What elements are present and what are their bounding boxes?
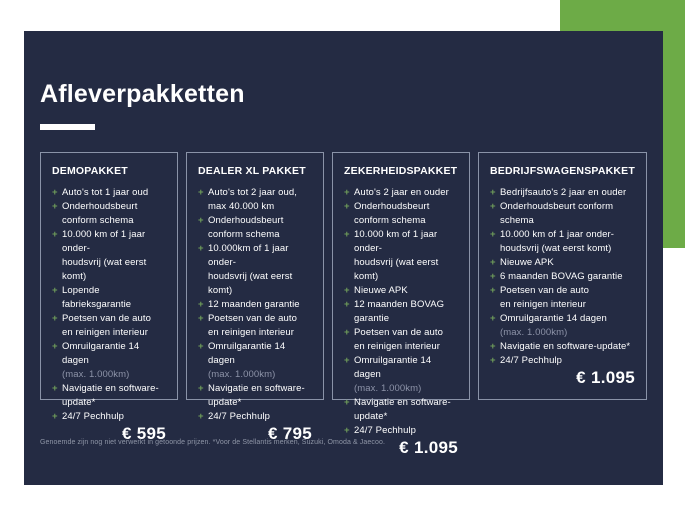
feature-line: [344, 256, 458, 284]
feature-line: [344, 186, 458, 200]
feature-text: Bedrijfsauto's 2 jaar en ouder: [500, 187, 627, 198]
feature-line: [198, 214, 312, 228]
feature-text: Navigatie en software-update*: [62, 383, 159, 408]
feature-line: [490, 214, 635, 228]
plus-icon: +: [198, 215, 204, 226]
feature-text: Onderhoudsbeurt: [354, 201, 430, 212]
feature-text: houdsvrij (wat eerst komt): [354, 257, 439, 282]
plus-icon: +: [344, 425, 350, 436]
feature-line: [198, 298, 312, 312]
package-card: [186, 152, 324, 443]
feature-line: [490, 256, 635, 270]
feature-line: [344, 298, 458, 326]
feature-text: conform schema: [354, 215, 426, 226]
package-features: [198, 186, 312, 424]
feature-line: [198, 410, 312, 424]
feature-line: [490, 228, 635, 242]
feature-line: [198, 340, 312, 368]
feature-text: 24/7 Pechhulp: [62, 411, 125, 422]
feature-text: Lopende fabrieksgarantie: [62, 285, 132, 310]
feature-line: [52, 186, 166, 200]
feature-line: [344, 284, 458, 298]
plus-icon: +: [52, 201, 58, 212]
package-features: [490, 186, 635, 368]
plus-icon: +: [198, 383, 204, 394]
plus-icon: +: [490, 355, 496, 366]
plus-icon: +: [490, 229, 496, 240]
plus-icon: +: [344, 327, 350, 338]
package-title: ZEKERHEIDSPAKKET: [344, 165, 458, 177]
feature-text: Omruilgarantie 14 dagen: [500, 313, 607, 324]
feature-text: houdsvrij (wat eerst komt): [208, 271, 293, 296]
plus-icon: +: [490, 201, 496, 212]
title-underline: [40, 124, 95, 130]
feature-line: [198, 242, 312, 270]
package-price: € 1.095: [399, 438, 458, 457]
feature-line: [490, 340, 635, 354]
feature-text: conform schema: [62, 215, 134, 226]
feature-text: Nieuwe APK: [354, 285, 408, 296]
package-features: [344, 186, 458, 438]
package-price: € 1.095: [576, 368, 635, 387]
plus-icon: +: [52, 285, 58, 296]
feature-text: en reinigen interieur: [500, 299, 587, 310]
plus-icon: +: [52, 313, 58, 324]
plus-icon: +: [490, 341, 496, 352]
feature-text: 24/7 Pechhulp: [354, 425, 417, 436]
feature-line: [52, 200, 166, 214]
plus-icon: +: [344, 285, 350, 296]
feature-line: [198, 382, 312, 410]
plus-icon: +: [198, 299, 204, 310]
feature-line: [344, 354, 458, 382]
feature-text: 24/7 Pechhulp: [500, 355, 563, 366]
feature-line: [52, 214, 166, 228]
plus-icon: +: [198, 243, 204, 254]
plus-icon: +: [490, 257, 496, 268]
feature-line: [344, 214, 458, 228]
plus-icon: +: [198, 187, 204, 198]
feature-text: Onderhoudsbeurt conform: [500, 201, 614, 212]
package-card: [478, 152, 647, 400]
package-price: € 595: [121, 424, 166, 443]
plus-icon: +: [52, 411, 58, 422]
feature-line: [52, 284, 166, 312]
package-title: DEMOPAKKET: [52, 165, 128, 177]
feature-text: Omruilgarantie 14 dagen: [62, 341, 140, 366]
feature-line: [198, 270, 312, 298]
feature-line: [344, 424, 458, 438]
feature-text: Auto's tot 2 jaar oud,: [208, 187, 298, 198]
plus-icon: +: [344, 229, 350, 240]
feature-line: [52, 312, 166, 326]
feature-text: 6 maanden BOVAG garantie: [500, 271, 623, 282]
feature-text: Onderhoudsbeurt: [62, 201, 138, 212]
feature-text: 10.000 km of 1 jaar onder-: [354, 229, 438, 254]
feature-line: [490, 354, 635, 368]
feature-text: Auto's 2 jaar en ouder: [354, 187, 449, 198]
feature-text: conform schema: [208, 229, 280, 240]
plus-icon: +: [344, 187, 350, 198]
plus-icon: +: [344, 201, 350, 212]
plus-icon: +: [52, 187, 58, 198]
plus-icon: +: [52, 229, 58, 240]
feature-line: [490, 200, 635, 214]
feature-line: [490, 298, 635, 312]
feature-line: [52, 382, 166, 410]
feature-line: [490, 186, 635, 200]
plus-icon: +: [52, 383, 58, 394]
package-card: [40, 152, 178, 443]
feature-text: Omruilgarantie 14 dagen: [208, 341, 286, 366]
feature-line: [52, 410, 166, 424]
footnote: Genoemde zijn nog niet verwerkt in getoonde prijzen. *Voor de Stellantis merken, Suzuki, Omoda & Jaecoo.: [40, 439, 386, 446]
feature-line: [198, 186, 312, 200]
feature-text: Poetsen van de auto: [354, 327, 444, 338]
plus-icon: +: [198, 313, 204, 324]
feature-text: 10.000 km of 1 jaar onder-: [62, 229, 146, 254]
package-card: [332, 152, 470, 457]
feature-text: 10.000km of 1 jaar onder-: [208, 243, 289, 268]
feature-line: [198, 326, 312, 340]
plus-icon: +: [490, 285, 496, 296]
feature-text: 12 maanden garantie: [208, 299, 300, 310]
feature-line: [198, 200, 312, 214]
feature-text: 10.000 km of 1 jaar onder-: [500, 229, 615, 240]
feature-text: Poetsen van de auto: [208, 313, 298, 324]
plus-icon: +: [490, 187, 496, 198]
plus-icon: +: [344, 299, 350, 310]
plus-icon: +: [198, 341, 204, 352]
feature-line: [490, 284, 635, 298]
plus-icon: +: [490, 313, 496, 324]
plus-icon: +: [52, 341, 58, 352]
slide-canvas: [24, 31, 663, 485]
feature-text: Poetsen van de auto: [500, 285, 590, 296]
feature-line: [344, 228, 458, 256]
feature-line: [52, 340, 166, 368]
feature-line: [490, 270, 635, 284]
feature-line: [344, 326, 458, 340]
feature-note: (max. 1.000km): [208, 369, 276, 380]
feature-line: [490, 312, 635, 326]
feature-line: [52, 256, 166, 284]
feature-line: [344, 200, 458, 214]
feature-note: (max. 1.000km): [500, 327, 568, 338]
plus-icon: +: [344, 355, 350, 366]
feature-text: 12 maanden BOVAG garantie: [354, 299, 445, 324]
feature-text: Omruilgarantie 14 dagen: [354, 355, 432, 380]
feature-line: [52, 326, 166, 340]
feature-text: en reinigen interieur: [354, 341, 441, 352]
feature-text: max 40.000 km: [208, 201, 275, 212]
page-title: Afleverpakketten: [40, 80, 245, 108]
feature-text: en reinigen interieur: [62, 327, 149, 338]
plus-icon: +: [198, 411, 204, 422]
feature-line: [344, 340, 458, 354]
feature-line: [198, 228, 312, 242]
feature-line: [490, 242, 635, 256]
feature-text: Navigatie en software-update*: [354, 397, 451, 422]
feature-text: schema: [500, 215, 534, 226]
feature-note: (max. 1.000km): [62, 369, 130, 380]
feature-text: Nieuwe APK: [500, 257, 554, 268]
feature-text: Navigatie en software-update*: [500, 341, 631, 352]
package-price: € 795: [267, 424, 312, 443]
feature-text: houdsvrij (wat eerst komt): [62, 257, 147, 282]
feature-text: Poetsen van de auto: [62, 313, 152, 324]
package-features: [52, 186, 166, 424]
feature-line: [344, 396, 458, 424]
feature-text: en reinigen interieur: [208, 327, 295, 338]
plus-icon: +: [490, 271, 496, 282]
feature-text: houdsvrij (wat eerst komt): [500, 243, 612, 254]
feature-text: Auto's tot 1 jaar oud: [62, 187, 149, 198]
feature-text: Onderhoudsbeurt: [208, 215, 284, 226]
feature-text: 24/7 Pechhulp: [208, 411, 271, 422]
package-title: BEDRIJFSWAGENSPAKKET: [490, 165, 635, 177]
feature-line: [198, 312, 312, 326]
plus-icon: +: [344, 397, 350, 408]
feature-note: (max. 1.000km): [354, 383, 422, 394]
package-title: DEALER XL PAKKET: [198, 165, 306, 177]
feature-text: Navigatie en software-update*: [208, 383, 305, 408]
feature-line: [52, 228, 166, 256]
